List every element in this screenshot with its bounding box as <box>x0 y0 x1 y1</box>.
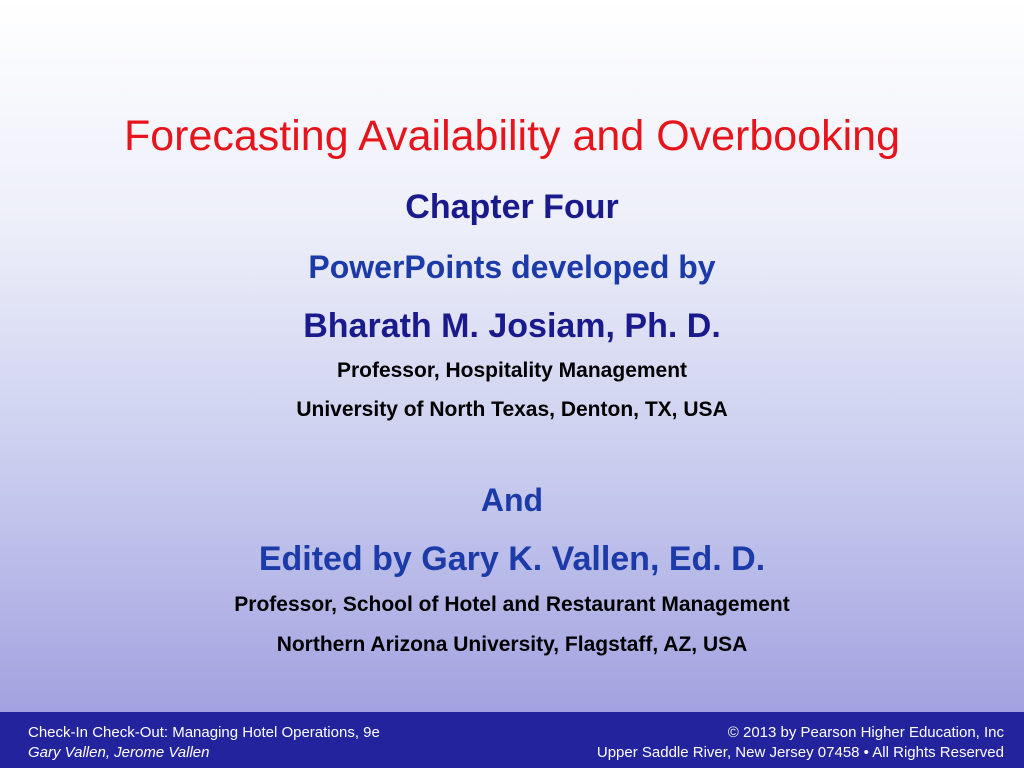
conjunction-label: And <box>480 482 544 518</box>
footer-copyright-info <box>597 723 1004 763</box>
editor-title: Professor, School of Hotel and Restaurant Management <box>234 593 790 616</box>
author-affiliation: University of North Texas, Denton, TX, USA <box>296 398 728 421</box>
developed-by-label: PowerPoints developed by <box>308 249 716 285</box>
footer-book-info <box>28 723 380 763</box>
footer-address: Upper Saddle River, New Jersey 07458 • All Rights Reserved <box>596 744 1004 761</box>
editor-name: Edited by Gary K. Vallen, Ed. D. <box>258 540 766 578</box>
chapter-label: Chapter Four <box>405 188 619 226</box>
slide-title: Forecasting Availability and Overbooking <box>123 112 901 160</box>
footer-book-title: Check-In Check-Out: Managing Hotel Operations, 9e <box>28 724 380 741</box>
footer-book-authors: Gary Vallen, Jerome Vallen <box>28 744 210 761</box>
author-name: Bharath M. Josiam, Ph. D. <box>303 307 721 345</box>
slide-footer <box>0 712 1024 768</box>
editor-affiliation: Northern Arizona University, Flagstaff, AZ, USA <box>276 633 748 656</box>
footer-copyright: © 2013 by Pearson Higher Education, Inc <box>727 724 1004 741</box>
author-title: Professor, Hospitality Management <box>336 359 688 382</box>
